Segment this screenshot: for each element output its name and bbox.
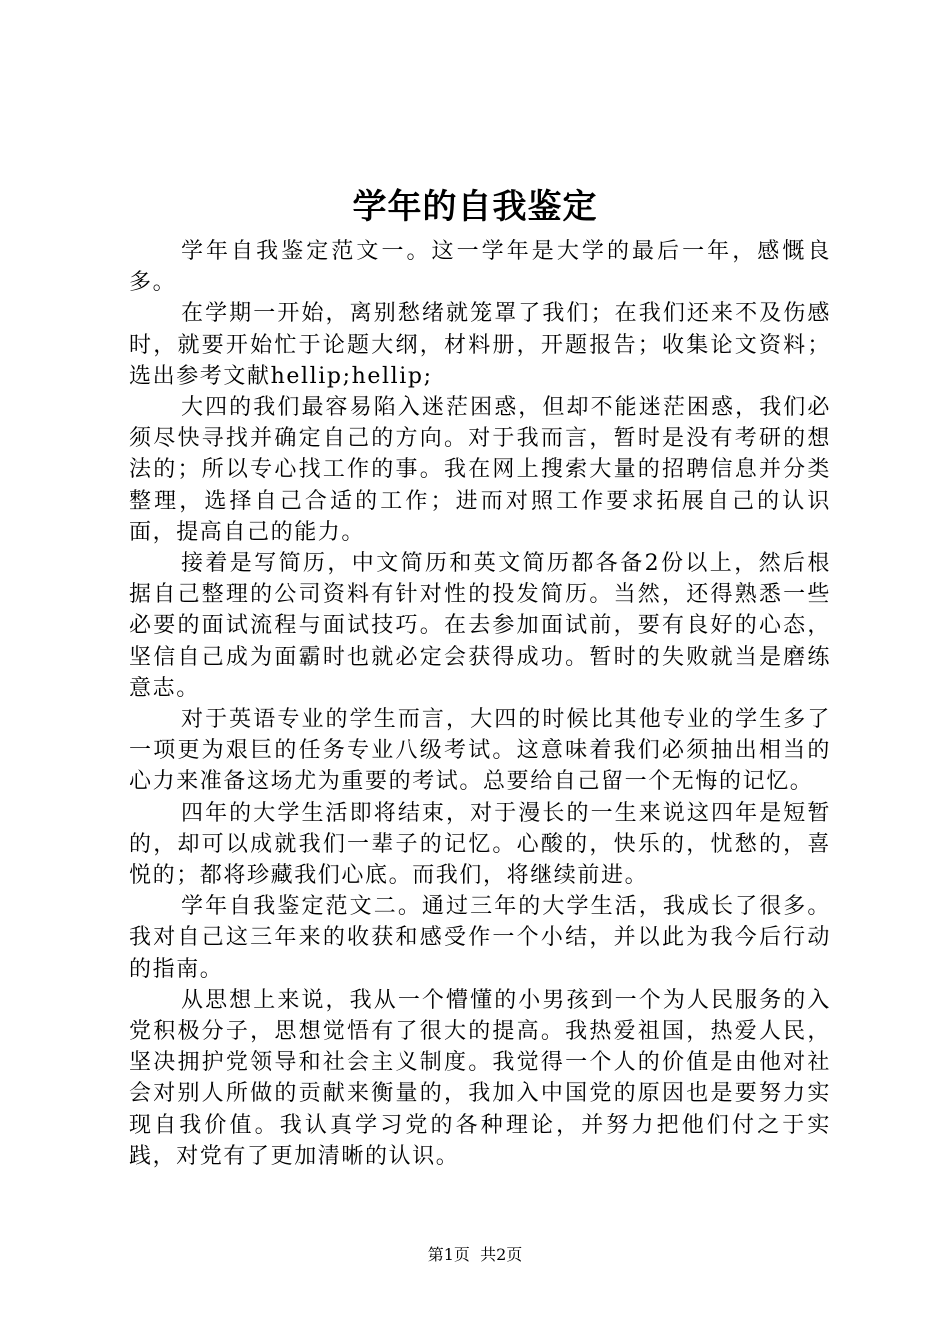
paragraph-6: 四年的大学生活即将结束，对于漫长的一生来说这四年是短暂的，却可以成就我们一辈子的记忆。心酸的，快乐的，忧愁的，喜悦的；都将珍藏我们心底。而我们，将继续前进。 <box>129 800 831 889</box>
page-total: 共2页 <box>480 1245 523 1264</box>
paragraph-7: 学年自我鉴定范文二。通过三年的大学生活，我成长了很多。我对自己这三年来的收获和感受作一个小结，并以此为我今后行动的指南。 <box>129 894 831 982</box>
page-footer <box>0 1243 950 1267</box>
paragraph-5: 对于英语专业的学生而言，大四的时候比其他专业的学生多了一项更为艰巨的任务专业八级考试。这意味着我们必须抽出相当的心力来准备这场尤为重要的考试。总要给自己留一个无悔的记忆。 <box>129 707 831 795</box>
document-body <box>129 236 831 1172</box>
page-number: 第1页 <box>427 1245 470 1264</box>
document-title: 学年的自我鉴定 <box>352 187 598 227</box>
footer-gap <box>470 1245 480 1264</box>
paragraph-2: 在学期一开始，离别愁绪就笼罩了我们；在我们还来不及伤感时，就要开始忙于论题大纲，材料册，开题报告；收集论文资料；选出参考文献hellip;hellip; <box>129 301 831 389</box>
paragraph-3: 大四的我们最容易陷入迷茫困惑，但却不能迷茫困惑，我们必须尽快寻找并确定自己的方向。对于我而言，暂时是没有考研的想法的；所以专心找工作的事。我在网上搜索大量的招聘信息并分类整理，选择自己合适的工作；进而对照工作要求拓展自己的认识面，提高自己的能力。 <box>129 395 831 545</box>
paragraph-4: 接着是写简历，中文简历和英文简历都各备2份以上，然后根据自己整理的公司资料有针对性的投发简历。当然，还得熟悉一些必要的面试流程与面试技巧。在去参加面试前，要有良好的心态，坚信自己成为面霸时也就必定会获得成功。暂时的失败就当是磨练意志。 <box>129 551 831 701</box>
paragraph-8: 从思想上来说，我从一个懵懂的小男孩到一个为人民服务的入党积极分子，思想觉悟有了很大的提高。我热爱祖国，热爱人民，坚决拥护党领导和社会主义制度。我觉得一个人的价值是由他对社会对别人所做的贡献来衡量的，我加入中国党的原因也是要努力实现自我价值。我认真学习党的各种理论，并努力把他们付之于实践，对党有了更加清晰的认识。 <box>129 987 831 1169</box>
paragraph-1: 学年自我鉴定范文一。这一学年是大学的最后一年，感慨良多。 <box>129 239 831 296</box>
